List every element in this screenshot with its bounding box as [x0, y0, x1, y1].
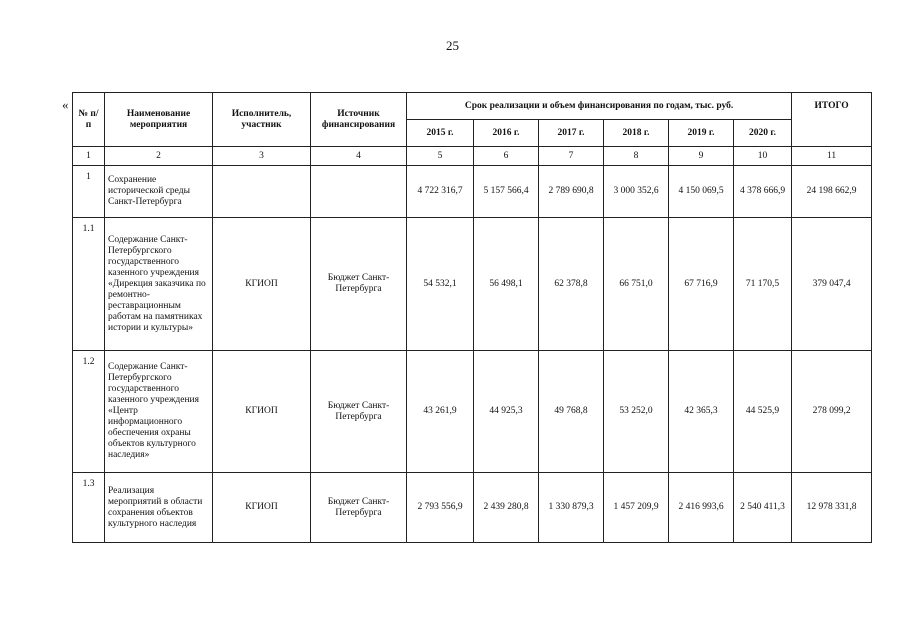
table-row [73, 351, 872, 473]
row-name: Сохранение исторической среды Санкт-Петербурга [105, 166, 213, 218]
row-value-2016: 44 925,3 [474, 351, 539, 473]
row-value-2015: 43 261,9 [407, 351, 474, 473]
page-number: 25 [446, 38, 459, 53]
row-executor [213, 166, 311, 218]
row-source: Бюджет Санкт-Петербурга [311, 218, 407, 351]
row-value-2018: 1 457 209,9 [604, 473, 669, 543]
header-total: ИТОГО [792, 93, 872, 147]
row-value-2016: 5 157 566,4 [474, 166, 539, 218]
row-value-2017: 49 768,8 [539, 351, 604, 473]
row-num: 1.3 [73, 473, 105, 543]
opening-quote-mark: « [62, 97, 69, 112]
header-executor: Исполнитель, участник [213, 93, 311, 147]
column-index: 10 [734, 147, 792, 166]
header-num: № п/п [73, 93, 105, 147]
row-num: 1 [73, 166, 105, 218]
column-index: 1 [73, 147, 105, 166]
row-value-2020: 4 378 666,9 [734, 166, 792, 218]
column-index: 3 [213, 147, 311, 166]
header-year: 2020 г. [734, 120, 792, 147]
header-year: 2017 г. [539, 120, 604, 147]
row-executor: КГИОП [213, 351, 311, 473]
header-name: Наименование мероприятия [105, 93, 213, 147]
row-num: 1.2 [73, 351, 105, 473]
header-year: 2019 г. [669, 120, 734, 147]
row-source: Бюджет Санкт-Петербурга [311, 473, 407, 543]
column-index: 9 [669, 147, 734, 166]
header-period: Срок реализации и объем финансирования по годам, тыс. руб. [407, 93, 792, 120]
table-row [73, 473, 872, 543]
column-index: 4 [311, 147, 407, 166]
column-index: 8 [604, 147, 669, 166]
row-value-2019: 42 365,3 [669, 351, 734, 473]
row-num: 1.1 [73, 218, 105, 351]
row-executor: КГИОП [213, 473, 311, 543]
financing-table [72, 92, 872, 543]
row-total: 278 099,2 [792, 351, 872, 473]
row-source [311, 166, 407, 218]
row-value-2017: 1 330 879,3 [539, 473, 604, 543]
row-value-2020: 2 540 411,3 [734, 473, 792, 543]
row-value-2015: 2 793 556,9 [407, 473, 474, 543]
column-index-row [73, 147, 872, 166]
row-total: 24 198 662,9 [792, 166, 872, 218]
row-value-2017: 2 789 690,8 [539, 166, 604, 218]
row-value-2018: 3 000 352,6 [604, 166, 669, 218]
row-value-2020: 71 170,5 [734, 218, 792, 351]
row-value-2018: 53 252,0 [604, 351, 669, 473]
column-index: 11 [792, 147, 872, 166]
row-total: 379 047,4 [792, 218, 872, 351]
row-value-2020: 44 525,9 [734, 351, 792, 473]
header-year: 2018 г. [604, 120, 669, 147]
row-value-2019: 2 416 993,6 [669, 473, 734, 543]
row-name: Содержание Санкт-Петербургского государственного казенного учреждения «Дирекция заказчика по ремонтно-реставрационным работам на памятниках истории и культуры» [105, 218, 213, 351]
table-row [73, 166, 872, 218]
row-name: Реализация мероприятий в области сохранения объектов культурного наследия [105, 473, 213, 543]
header-year: 2016 г. [474, 120, 539, 147]
column-index: 5 [407, 147, 474, 166]
row-value-2017: 62 378,8 [539, 218, 604, 351]
row-value-2015: 4 722 316,7 [407, 166, 474, 218]
row-executor: КГИОП [213, 218, 311, 351]
row-value-2016: 56 498,1 [474, 218, 539, 351]
header-source: Источник финансирования [311, 93, 407, 147]
table-row [73, 218, 872, 351]
row-name: Содержание Санкт-Петербургского государственного казенного учреждения «Центр информационного обеспечения охраны объектов культурного наследия» [105, 351, 213, 473]
row-value-2019: 67 716,9 [669, 218, 734, 351]
row-total: 12 978 331,8 [792, 473, 872, 543]
column-index: 6 [474, 147, 539, 166]
column-index: 7 [539, 147, 604, 166]
row-value-2018: 66 751,0 [604, 218, 669, 351]
row-source: Бюджет Санкт-Петербурга [311, 351, 407, 473]
row-value-2016: 2 439 280,8 [474, 473, 539, 543]
row-value-2015: 54 532,1 [407, 218, 474, 351]
row-value-2019: 4 150 069,5 [669, 166, 734, 218]
header-year: 2015 г. [407, 120, 474, 147]
column-index: 2 [105, 147, 213, 166]
